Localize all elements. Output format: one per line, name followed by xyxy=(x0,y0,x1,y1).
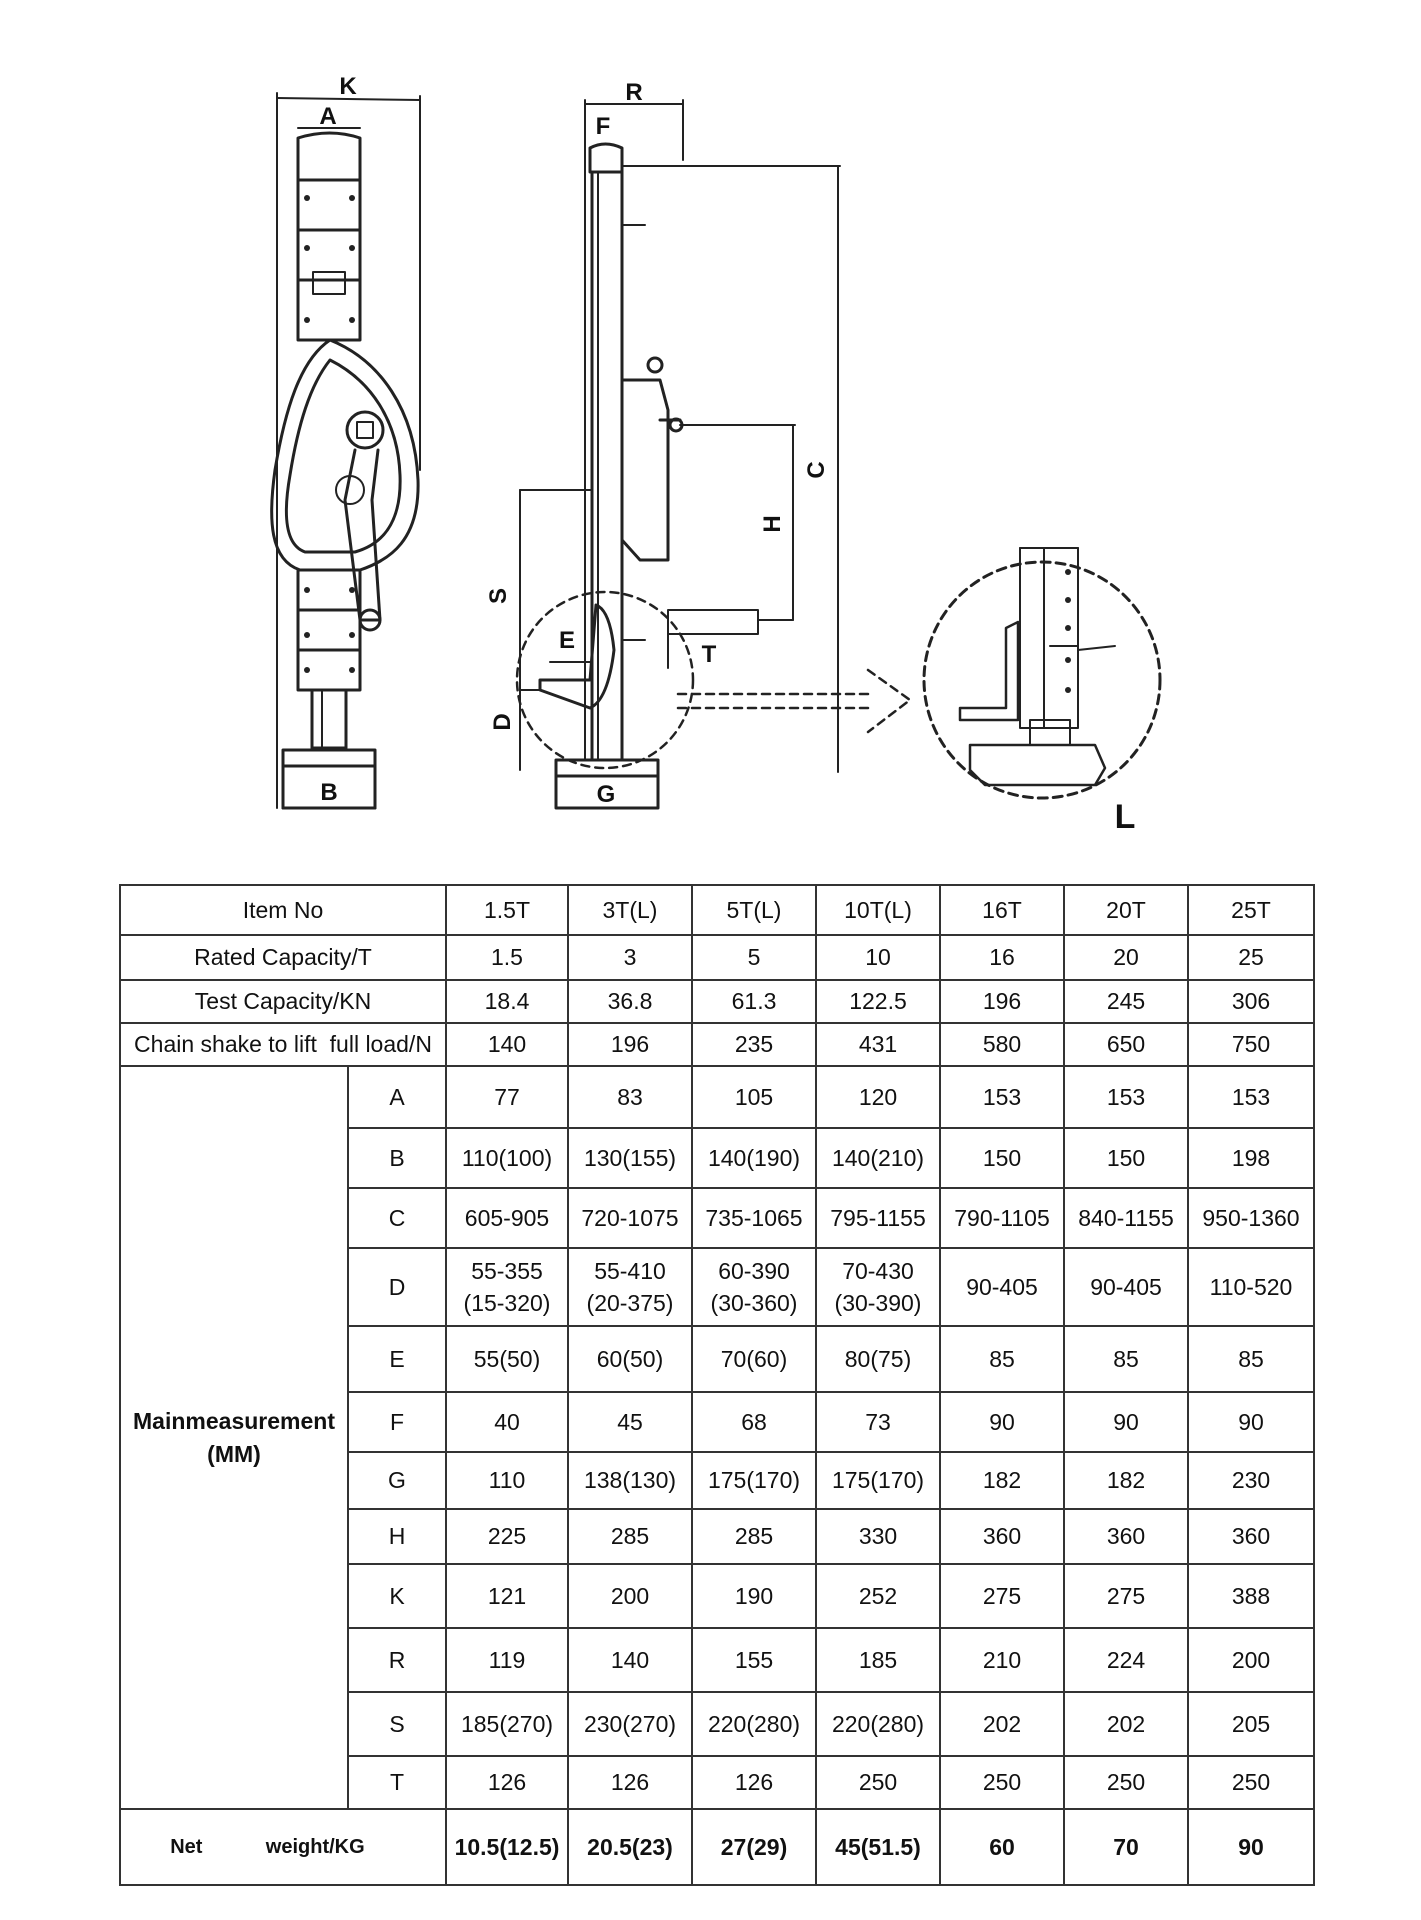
table-cell: 126 xyxy=(446,1756,568,1809)
table-cell: 1.5 xyxy=(446,935,568,980)
label-d: D xyxy=(489,713,516,731)
table-cell: 85 xyxy=(1064,1326,1188,1392)
table-cell: 153 xyxy=(1064,1066,1188,1128)
model-cell: 3T(L) xyxy=(568,885,692,935)
table-cell: 130(155) xyxy=(568,1128,692,1188)
table-cell: 735-1065 xyxy=(692,1188,816,1248)
table-cell: 275 xyxy=(1064,1564,1188,1628)
dim-label: K xyxy=(348,1564,446,1628)
table-cell: 795-1155 xyxy=(816,1188,940,1248)
table-cell: 185 xyxy=(816,1628,940,1692)
table-cell: 200 xyxy=(568,1564,692,1628)
table-cell: 5 xyxy=(692,935,816,980)
table-cell: 18.4 xyxy=(446,980,568,1023)
table-cell: 275 xyxy=(940,1564,1064,1628)
table-cell: 360 xyxy=(1188,1509,1314,1564)
row-rated-capacity xyxy=(120,935,1314,980)
net-label-b: weight/KG xyxy=(265,1836,365,1858)
table-cell: 20.5(23) xyxy=(568,1809,692,1885)
table-cell: 126 xyxy=(692,1756,816,1809)
table-cell: 182 xyxy=(940,1452,1064,1509)
table-cell: 83 xyxy=(568,1066,692,1128)
table-cell: 285 xyxy=(568,1509,692,1564)
table-cell: 285 xyxy=(692,1509,816,1564)
table-cell: 60 xyxy=(940,1809,1064,1885)
chain-shake-label: Chain shake to lift full load/N xyxy=(120,1023,446,1066)
specification-table xyxy=(119,884,1315,1886)
table-cell: 330 xyxy=(816,1509,940,1564)
table-cell xyxy=(816,1248,940,1326)
net-weight-label xyxy=(120,1809,446,1885)
cell-line: (30-360) xyxy=(710,1290,798,1316)
row-net-weight xyxy=(120,1809,1314,1885)
table-cell: 175(170) xyxy=(816,1452,940,1509)
main-measurement-line1: Mainmeasurement xyxy=(133,1408,335,1435)
table-cell: 122.5 xyxy=(816,980,940,1023)
row-dim-a xyxy=(120,1066,1314,1128)
table-cell: 110-520 xyxy=(1188,1248,1314,1326)
table-cell: 230 xyxy=(1188,1452,1314,1509)
table-cell: 235 xyxy=(692,1023,816,1066)
table-cell: 153 xyxy=(1188,1066,1314,1128)
table-cell: 73 xyxy=(816,1392,940,1452)
table-cell: 198 xyxy=(1188,1128,1314,1188)
table-cell: 950-1360 xyxy=(1188,1188,1314,1248)
table-cell: 85 xyxy=(940,1326,1064,1392)
table-cell: 153 xyxy=(940,1066,1064,1128)
dim-label: D xyxy=(348,1248,446,1326)
table-cell: 110(100) xyxy=(446,1128,568,1188)
table-cell: 36.8 xyxy=(568,980,692,1023)
main-measurement-line2: (MM) xyxy=(207,1440,261,1467)
table-cell: 190 xyxy=(692,1564,816,1628)
table-cell: 250 xyxy=(1188,1756,1314,1809)
table-cell: 750 xyxy=(1188,1023,1314,1066)
table-cell: 720-1075 xyxy=(568,1188,692,1248)
table-cell: 70 xyxy=(1064,1809,1188,1885)
table-cell: 252 xyxy=(816,1564,940,1628)
table-cell: 140(210) xyxy=(816,1128,940,1188)
table-cell: 110 xyxy=(446,1452,568,1509)
dim-label: A xyxy=(348,1066,446,1128)
cell-line: 55-410 xyxy=(594,1257,666,1284)
table-cell: 105 xyxy=(692,1066,816,1128)
table-cell: 225 xyxy=(446,1509,568,1564)
cell-line: 70-430 xyxy=(842,1257,914,1284)
table-cell: 224 xyxy=(1064,1628,1188,1692)
table-cell: 150 xyxy=(1064,1128,1188,1188)
table-cell: 16 xyxy=(940,935,1064,980)
net-label-a: Net xyxy=(170,1836,203,1858)
table-cell: 388 xyxy=(1188,1564,1314,1628)
table-cell: 196 xyxy=(568,1023,692,1066)
cell-line: (15-320) xyxy=(463,1290,551,1316)
table-cell: 220(280) xyxy=(816,1692,940,1756)
label-t: T xyxy=(701,641,717,668)
table-cell: 90 xyxy=(1188,1809,1314,1885)
dim-label: F xyxy=(348,1392,446,1452)
dim-label: H xyxy=(348,1509,446,1564)
front-view xyxy=(272,93,420,808)
dim-label: B xyxy=(348,1128,446,1188)
table-cell: 40 xyxy=(446,1392,568,1452)
model-cell: 5T(L) xyxy=(692,885,816,935)
table-cell: 245 xyxy=(1064,980,1188,1023)
table-cell xyxy=(692,1248,816,1326)
label-k: K xyxy=(339,73,357,100)
table-cell: 45 xyxy=(568,1392,692,1452)
main-measurement-label xyxy=(120,1066,348,1809)
dim-label: G xyxy=(348,1452,446,1509)
table-cell: 140(190) xyxy=(692,1128,816,1188)
dim-label: S xyxy=(348,1692,446,1756)
table-cell: 250 xyxy=(816,1756,940,1809)
table-cell: 182 xyxy=(1064,1452,1188,1509)
table-cell: 90 xyxy=(1064,1392,1188,1452)
table-cell: 119 xyxy=(446,1628,568,1692)
table-cell: 220(280) xyxy=(692,1692,816,1756)
row-item-no xyxy=(120,885,1314,935)
model-cell: 20T xyxy=(1064,885,1188,935)
table-cell: 60(50) xyxy=(568,1326,692,1392)
table-cell: 250 xyxy=(940,1756,1064,1809)
table-cell: 61.3 xyxy=(692,980,816,1023)
table-cell: 580 xyxy=(940,1023,1064,1066)
model-cell: 16T xyxy=(940,885,1064,935)
dim-label: T xyxy=(348,1756,446,1809)
table-cell: 140 xyxy=(568,1628,692,1692)
table-cell: 306 xyxy=(1188,980,1314,1023)
table-cell: 605-905 xyxy=(446,1188,568,1248)
table-cell: 202 xyxy=(940,1692,1064,1756)
model-cell: 10T(L) xyxy=(816,885,940,935)
table-cell: 150 xyxy=(940,1128,1064,1188)
table-cell: 121 xyxy=(446,1564,568,1628)
detail-view-l xyxy=(924,548,1160,798)
label-b: B xyxy=(320,779,338,806)
table-cell: 175(170) xyxy=(692,1452,816,1509)
model-cell: 25T xyxy=(1188,885,1314,935)
label-e: E xyxy=(558,627,576,654)
table-cell: 360 xyxy=(1064,1509,1188,1564)
dim-label: R xyxy=(348,1628,446,1692)
row-test-capacity xyxy=(120,980,1314,1023)
model-cell: 1.5T xyxy=(446,885,568,935)
table-cell: 200 xyxy=(1188,1628,1314,1692)
label-g: G xyxy=(596,781,616,808)
table-cell: 10.5(12.5) xyxy=(446,1809,568,1885)
side-view xyxy=(517,100,910,808)
table-cell xyxy=(446,1248,568,1326)
table-cell: 25 xyxy=(1188,935,1314,980)
cell-line: 60-390 xyxy=(718,1257,790,1284)
table-cell: 55(50) xyxy=(446,1326,568,1392)
table-cell: 20 xyxy=(1064,935,1188,980)
table-cell xyxy=(568,1248,692,1326)
table-body xyxy=(120,885,1314,1885)
table-cell: 202 xyxy=(1064,1692,1188,1756)
table-cell: 205 xyxy=(1188,1692,1314,1756)
label-c: C xyxy=(803,461,830,479)
table-cell: 840-1155 xyxy=(1064,1188,1188,1248)
dim-label: C xyxy=(348,1188,446,1248)
table-cell: 70(60) xyxy=(692,1326,816,1392)
label-r: R xyxy=(625,79,643,106)
table-cell: 90-405 xyxy=(1064,1248,1188,1326)
table-cell: 77 xyxy=(446,1066,568,1128)
table-cell: 126 xyxy=(568,1756,692,1809)
table-cell: 140 xyxy=(446,1023,568,1066)
table-cell: 155 xyxy=(692,1628,816,1692)
label-f: F xyxy=(595,113,611,140)
dim-label: E xyxy=(348,1326,446,1392)
table-cell: 250 xyxy=(1064,1756,1188,1809)
cell-line: 55-355 xyxy=(471,1257,543,1284)
cell-line: (20-375) xyxy=(586,1290,674,1316)
table-cell: 90 xyxy=(1188,1392,1314,1452)
label-l: L xyxy=(1114,798,1136,836)
table-cell: 230(270) xyxy=(568,1692,692,1756)
table-cell: 27(29) xyxy=(692,1809,816,1885)
table-cell: 3 xyxy=(568,935,692,980)
table-cell: 80(75) xyxy=(816,1326,940,1392)
table-cell: 431 xyxy=(816,1023,940,1066)
table-cell: 138(130) xyxy=(568,1452,692,1509)
label-s: S xyxy=(485,587,512,605)
table-cell: 45(51.5) xyxy=(816,1809,940,1885)
table-cell: 85 xyxy=(1188,1326,1314,1392)
rated-capacity-label: Rated Capacity/T xyxy=(120,935,446,980)
table-cell: 90-405 xyxy=(940,1248,1064,1326)
table-cell: 185(270) xyxy=(446,1692,568,1756)
row-chain-shake xyxy=(120,1023,1314,1066)
table-cell: 790-1105 xyxy=(940,1188,1064,1248)
item-no-label: Item No xyxy=(120,885,446,935)
jack-technical-drawing xyxy=(0,0,1421,860)
table-cell: 68 xyxy=(692,1392,816,1452)
table-cell: 120 xyxy=(816,1066,940,1128)
label-a: A xyxy=(319,103,337,130)
cell-line: (30-390) xyxy=(834,1290,922,1316)
table-cell: 90 xyxy=(940,1392,1064,1452)
table-cell: 196 xyxy=(940,980,1064,1023)
label-h: H xyxy=(759,515,786,533)
table-cell: 360 xyxy=(940,1509,1064,1564)
table-cell: 210 xyxy=(940,1628,1064,1692)
table-cell: 650 xyxy=(1064,1023,1188,1066)
test-capacity-label: Test Capacity/KN xyxy=(120,980,446,1023)
table-cell: 10 xyxy=(816,935,940,980)
